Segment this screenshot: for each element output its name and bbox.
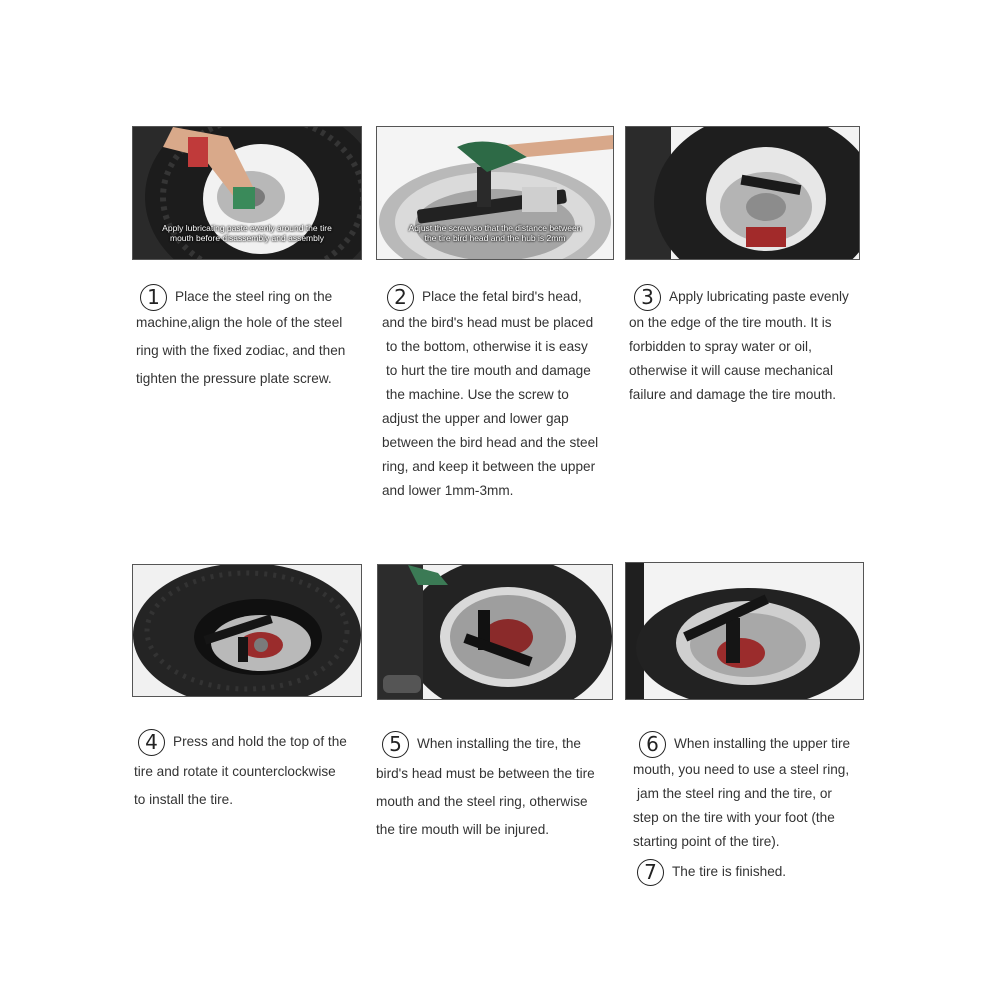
step-line: Apply lubricating paste evenly <box>669 289 849 305</box>
step-line: Place the steel ring on the <box>175 289 333 305</box>
step-line: failure and damage the tire mouth. <box>629 387 837 402</box>
tire-image <box>626 127 859 259</box>
step-number-badge: 7 <box>637 859 664 886</box>
photo-step-4 <box>132 564 362 697</box>
step-7 <box>637 859 877 886</box>
caption-line: the tire bird head and the hub is 2mm <box>424 233 566 243</box>
photo-step-6 <box>625 562 864 700</box>
step-line: ring, and keep it between the upper <box>382 459 596 474</box>
step-number-badge: 4 <box>138 729 165 756</box>
photo-step-5 <box>377 564 613 700</box>
step-line: machine,align the hole of the steel <box>136 315 343 330</box>
step-number-badge: 2 <box>387 284 414 311</box>
step-line: the machine. Use the screw to <box>386 387 569 402</box>
caption-line: Adjust the screw so that the distance between <box>408 223 582 233</box>
step-line: on the edge of the tire mouth. It is <box>629 315 832 330</box>
step-line: to install the tire. <box>134 792 233 807</box>
step-line: adjust the upper and lower gap <box>382 411 569 426</box>
step-line: tire and rotate it counterclockwise <box>134 764 336 779</box>
step-6 <box>633 731 878 854</box>
step-line: mouth, you need to use a steel ring, <box>633 762 850 777</box>
photo-step-3 <box>625 126 860 260</box>
tire-image <box>626 563 863 699</box>
step-line: tighten the pressure plate screw. <box>136 371 332 386</box>
step-number-badge: 3 <box>634 284 661 311</box>
step-line: to the bottom, otherwise it is easy <box>386 339 588 354</box>
step-line: Place the fetal bird's head, <box>422 289 582 305</box>
photo-step-1 <box>132 126 362 260</box>
step-line: to hurt the tire mouth and damage <box>386 363 591 378</box>
step-5 <box>376 731 616 842</box>
step-line: When installing the tire, the <box>417 736 581 752</box>
step-line: mouth and the steel ring, otherwise <box>376 794 588 809</box>
step-line: The tire is finished. <box>672 864 787 880</box>
photo-caption <box>377 223 613 243</box>
photo-caption <box>133 223 361 243</box>
tire-image <box>133 565 361 696</box>
step-number-badge: 1 <box>140 284 167 311</box>
step-4 <box>134 729 374 812</box>
step-1 <box>136 284 366 391</box>
step-3 <box>629 284 869 407</box>
step-line: jam the steel ring and the tire, or <box>637 786 832 801</box>
step-line: starting point of the tire). <box>633 834 780 849</box>
step-2 <box>382 284 617 503</box>
step-line: bird's head must be between the tire <box>376 766 595 781</box>
step-number-badge: 5 <box>382 731 409 758</box>
step-line: otherwise it will cause mechanical <box>629 363 833 378</box>
step-line: step on the tire with your foot (the <box>633 810 835 825</box>
caption-line: mouth before disassembly and assembly <box>169 233 325 243</box>
step-line: When installing the upper tire <box>674 736 851 752</box>
step-line: forbidden to spray water or oil, <box>629 339 812 354</box>
step-line: Press and hold the top of the <box>173 734 347 750</box>
tire-image <box>378 565 612 699</box>
step-line: and lower 1mm-3mm. <box>382 483 514 498</box>
step-line: ring with the fixed zodiac, and then <box>136 343 346 358</box>
step-line: between the bird head and the steel <box>382 435 599 450</box>
photo-step-2 <box>376 126 614 260</box>
step-number-badge: 6 <box>639 731 666 758</box>
step-line: and the bird's head must be placed <box>382 315 594 330</box>
step-line: the tire mouth will be injured. <box>376 822 550 837</box>
caption-line: Apply lubricating paste evenly around the tire <box>162 223 332 233</box>
